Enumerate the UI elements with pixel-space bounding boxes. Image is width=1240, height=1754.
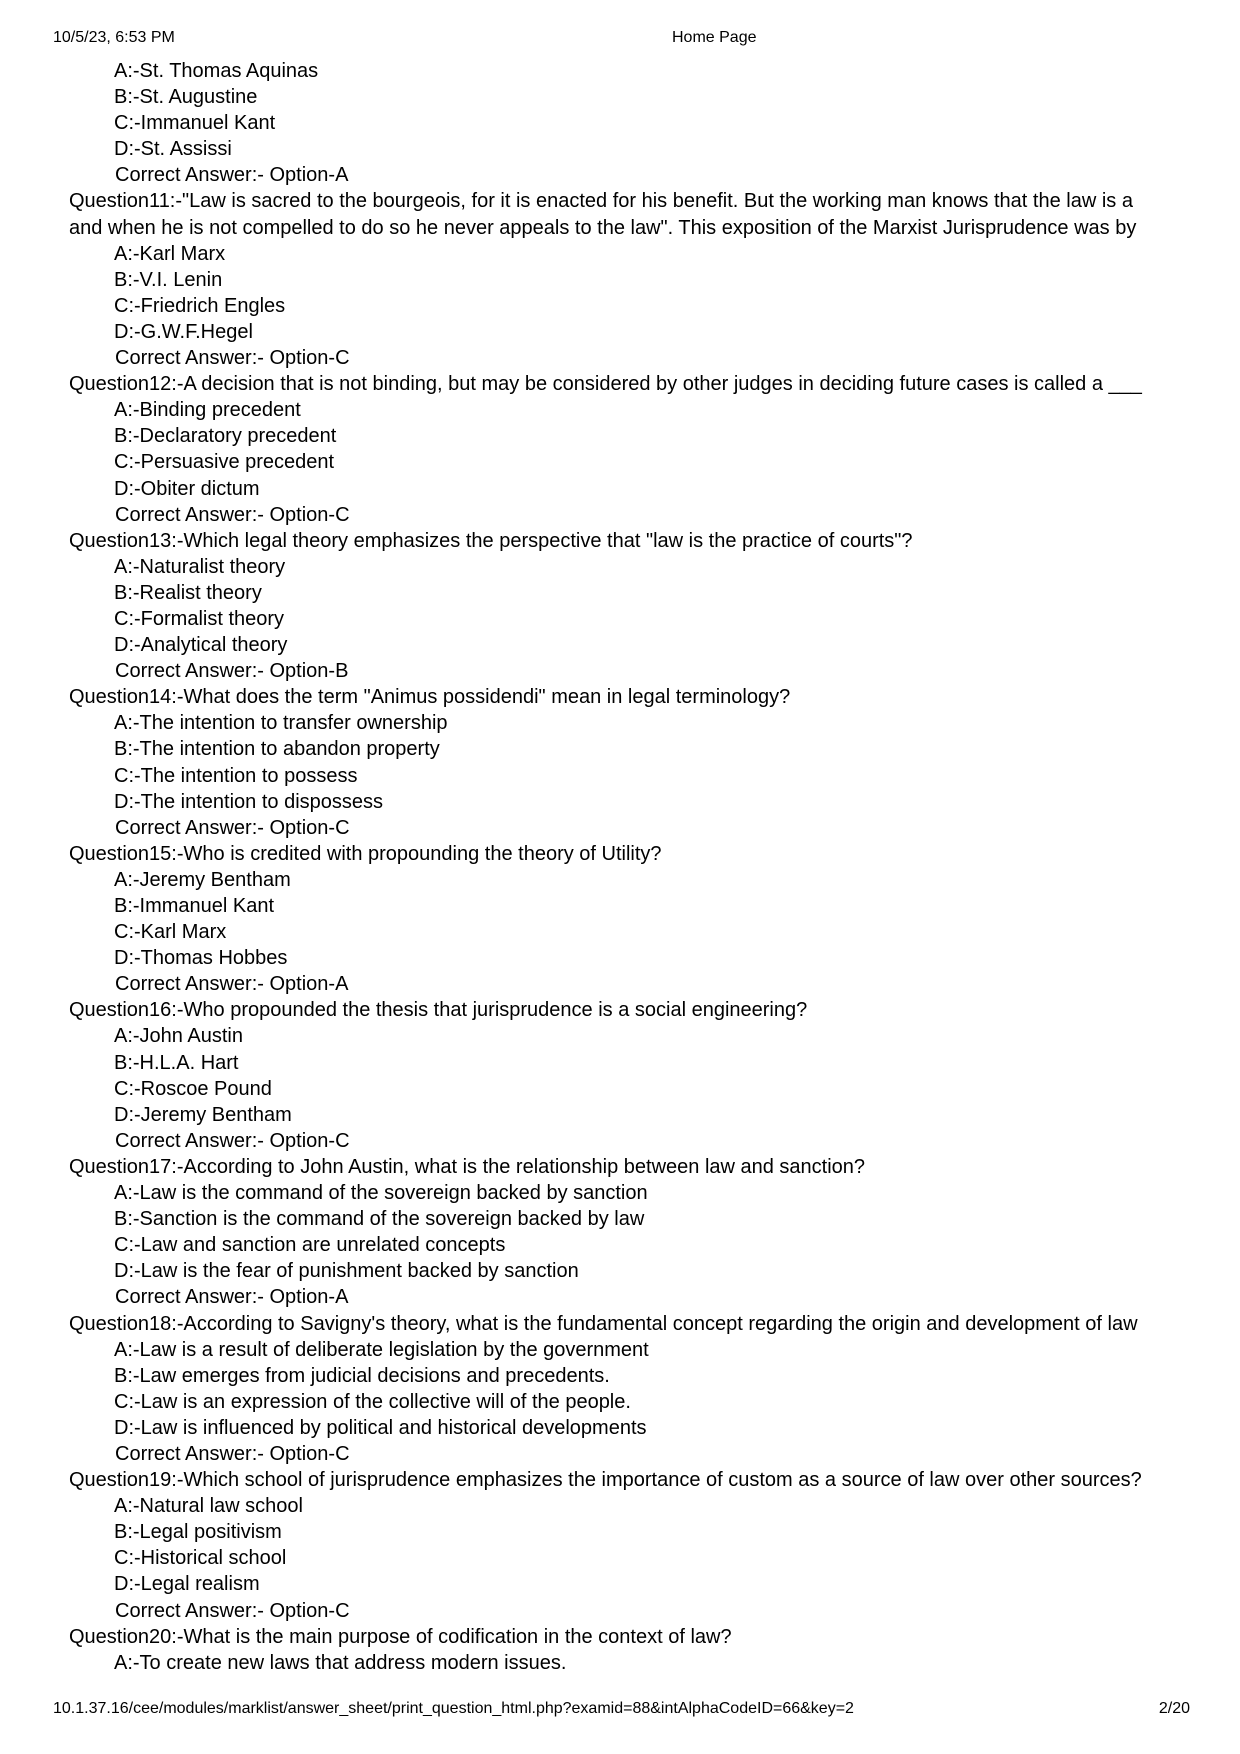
answer-option: D:-The intention to dispossess (114, 790, 384, 813)
question-text: Question13:-Which legal theory emphasizes the perspective that "law is the practice of courts"? (69, 529, 913, 552)
answer-option: A:-Law is a result of deliberate legislation by the government (114, 1338, 649, 1361)
correct-answer: Correct Answer:- Option-C (115, 1599, 350, 1622)
question-text: Question14:-What does the term "Animus possidendi" mean in legal terminology? (69, 686, 791, 709)
question-text: Question20:-What is the main purpose of codification in the context of law? (69, 1625, 732, 1648)
question-text: Question17:-According to John Austin, what is the relationship between law and sanction? (69, 1155, 866, 1178)
question-text: Question16:-Who propounded the thesis that jurisprudence is a social engineering? (69, 999, 808, 1022)
answer-option: C:-Immanuel Kant (114, 112, 276, 135)
answer-option: B:-V.I. Lenin (114, 268, 223, 291)
correct-answer: Correct Answer:- Option-C (115, 816, 350, 839)
answer-option: C:-Law and sanction are unrelated concepts (114, 1234, 506, 1257)
page-number: 2/20 (1158, 1700, 1190, 1717)
answer-option: D:-Law is influenced by political and historical developments (114, 1416, 647, 1439)
question-text: and when he is not compelled to do so he never appeals to the law". This exposition of the Marxist Jurisprudence was by (69, 216, 1137, 239)
answer-option: A:-Naturalist theory (114, 555, 286, 578)
answer-option: D:-Jeremy Bentham (114, 1103, 292, 1126)
answer-option: C:-Historical school (114, 1547, 287, 1570)
answer-option: D:-Law is the fear of punishment backed by sanction (114, 1260, 579, 1283)
answer-option: B:-Immanuel Kant (114, 895, 275, 917)
answer-option: C:-Formalist theory (114, 607, 285, 630)
answer-option: B:-H.L.A. Hart (114, 1051, 239, 1074)
question-text: Question11:-"Law is sacred to the bourgeois, for it is enacted for his benefit. But the working man knows that the law is a (69, 190, 1133, 213)
correct-answer: Correct Answer:- Option-C (115, 1442, 350, 1465)
answer-option: C:-Friedrich Engles (114, 294, 286, 317)
answer-option: D:-Analytical theory (114, 634, 288, 657)
page-title: Home Page (672, 29, 757, 46)
answer-option: A:-John Austin (114, 1025, 243, 1048)
answer-option: B:-St. Augustine (114, 86, 258, 109)
answer-option: A:-Natural law school (114, 1495, 303, 1518)
correct-answer: Correct Answer:- Option-A (115, 164, 349, 187)
answer-option: B:-Realist theory (114, 581, 262, 604)
question-text: Question12:-A decision that is not binding, but may be considered by other judges in deciding future cases is called a ___ (69, 373, 1142, 396)
answer-option: A:-St. Thomas Aquinas (114, 60, 319, 82)
answer-option: B:-Legal positivism (114, 1521, 282, 1544)
answer-option: A:-To create new laws that address modern issues. (114, 1651, 567, 1674)
question-text: Question15:-Who is credited with propounding the theory of Utility? (69, 842, 662, 865)
correct-answer: Correct Answer:- Option-C (115, 1129, 350, 1152)
correct-answer: Correct Answer:- Option-B (115, 660, 349, 683)
answer-option: D:-Thomas Hobbes (114, 947, 288, 970)
answer-option: A:-Law is the command of the sovereign backed by sanction (114, 1182, 648, 1205)
print-datetime: 10/5/23, 6:53 PM (53, 29, 175, 46)
correct-answer: Correct Answer:- Option-C (115, 503, 350, 526)
question-text: Question18:-According to Savigny's theory, what is the fundamental concept regarding the origin and development of law (69, 1312, 1138, 1335)
answer-option: C:-Roscoe Pound (114, 1077, 272, 1100)
answer-option: B:-Law emerges from judicial decisions and precedents. (114, 1364, 610, 1387)
answer-option: C:-The intention to possess (114, 764, 358, 787)
answer-option: A:-Jeremy Bentham (114, 868, 291, 891)
correct-answer: Correct Answer:- Option-A (115, 1286, 349, 1309)
answer-option: A:-The intention to transfer ownership (114, 712, 448, 735)
answer-option: B:-Sanction is the command of the sovereign backed by law (114, 1208, 645, 1231)
question-list (0, 58, 1188, 1676)
answer-option: B:-The intention to abandon property (114, 738, 440, 761)
answer-option: D:-G.W.F.Hegel (114, 320, 253, 343)
answer-option: D:-Legal realism (114, 1573, 260, 1596)
correct-answer: Correct Answer:- Option-C (115, 347, 350, 370)
answer-option: C:-Law is an expression of the collective will of the people. (114, 1390, 631, 1413)
answer-option: B:-Declaratory precedent (114, 425, 337, 448)
question-text: Question19:-Which school of jurisprudence emphasizes the importance of custom as a source of law over other sources? (69, 1469, 1142, 1492)
answer-option: A:-Karl Marx (114, 242, 226, 265)
answer-option: D:-St. Assissi (114, 138, 232, 161)
answer-option: A:-Binding precedent (114, 399, 301, 422)
answer-option: C:-Karl Marx (114, 921, 227, 944)
page-url: 10.1.37.16/cee/modules/marklist/answer_sheet/print_question_html.php?examid=88&intAlphaCodeID=66&key=2 (53, 1700, 854, 1717)
answer-option: D:-Obiter dictum (114, 477, 260, 500)
answer-option: C:-Persuasive precedent (114, 451, 335, 474)
correct-answer: Correct Answer:- Option-A (115, 973, 349, 996)
